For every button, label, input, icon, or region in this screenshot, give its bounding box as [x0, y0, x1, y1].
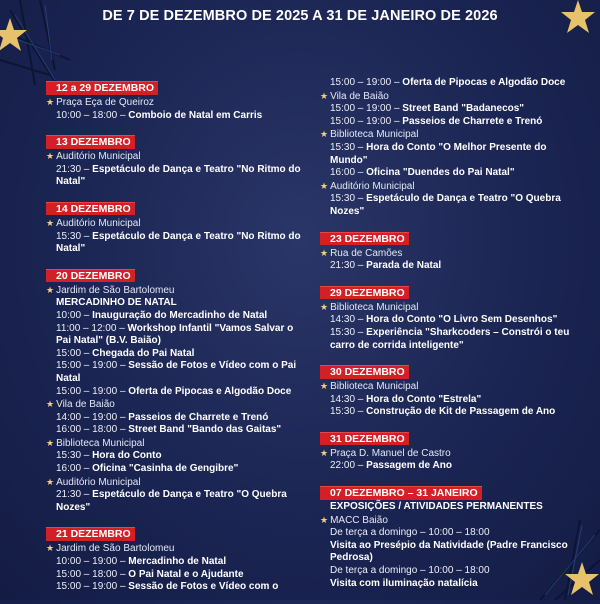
event-time: 16:00 – — [56, 463, 93, 475]
star-icon: ★ — [46, 437, 55, 448]
event-title: Experiência "Sharkcoders – Constrói o teu carro de corrida inteligente" — [330, 326, 570, 351]
event-item — [46, 110, 311, 123]
star-icon: ★ — [320, 447, 329, 458]
star-icon: ★ — [320, 180, 329, 191]
event-title: Workshop Infantil "Vamos Salvar o Pai Natal" (B.V. Baião) — [56, 322, 294, 347]
venue-label — [46, 476, 311, 490]
day-section — [320, 429, 585, 473]
event-title: Espetáculo de Dança e Teatro "O Quebra Nozes" — [330, 193, 561, 217]
event-item — [46, 231, 311, 256]
star-icon: ★ — [46, 97, 55, 107]
event-time: 15:30 – — [56, 230, 93, 242]
star-icon: ★ — [46, 151, 55, 162]
venue-name: Auditório Municipal — [56, 217, 141, 229]
venue-name: Vila de Baião — [56, 399, 115, 411]
event-item — [320, 193, 585, 218]
event-item — [320, 314, 585, 327]
venue-name: Rua de Camões — [330, 247, 403, 259]
star-icon: ★ — [320, 129, 329, 140]
event-time: 14:00 – 19:00 – — [56, 411, 129, 423]
day-section — [320, 283, 585, 352]
event-title: Street Band "Bando das Gaitas" — [128, 424, 282, 436]
venue-label — [320, 380, 585, 394]
event-title: Construção de Kit de Passagem de Ano — [366, 406, 556, 418]
date-tag: 31 DEZEMBRO — [320, 432, 409, 446]
venue-name: Praça D. Manuel de Castro — [330, 447, 451, 459]
event-item — [320, 394, 585, 407]
event-title: Espetáculo de Dança e Teatro "No Ritmo do Natal" — [56, 163, 301, 188]
schedule-right-column — [320, 77, 585, 600]
event-title: Oferta de Pipocas e Algodão Doce — [402, 77, 566, 88]
block-subtitle: EXPOSIÇÕES / ATIVIDADES PERMANENTES — [330, 501, 543, 513]
schedule-left-column — [46, 78, 311, 604]
date-tag: 20 DEZEMBRO — [46, 269, 135, 283]
event-title: Inauguração do Mercadinho de Natal — [92, 309, 268, 321]
venue-label — [320, 447, 585, 461]
event-time: 15:00 – 19:00 – — [330, 77, 403, 88]
event-item — [320, 116, 585, 129]
venue-label — [46, 398, 311, 412]
venue-label — [320, 247, 585, 261]
event-time: 15:00 – 19:00 – — [330, 103, 403, 115]
event-item — [320, 527, 585, 565]
venue-label — [320, 90, 585, 104]
event-item — [320, 460, 585, 473]
venue-label — [46, 542, 311, 556]
event-item — [46, 348, 311, 361]
venue-name: MACC Baião — [330, 514, 388, 526]
event-item — [46, 412, 311, 425]
event-item — [46, 310, 311, 323]
date-tag: 23 DEZEMBRO — [320, 232, 409, 246]
event-item — [320, 77, 585, 90]
event-title: Oferta de Pipocas e Algodão Doce — [128, 385, 292, 397]
event-time: De terça a domingo – 10:00 – 18:00 — [330, 565, 490, 577]
venue-label — [320, 180, 585, 194]
event-time: 21:30 – — [56, 163, 93, 175]
star-icon: ★ — [320, 247, 329, 258]
event-item — [320, 167, 585, 180]
event-time: 10:00 – — [56, 309, 93, 321]
event-title: Espetáculo de Dança e Teatro "No Ritmo do Natal" — [56, 230, 301, 255]
event-item — [46, 323, 311, 348]
event-time: 10:00 – 19:00 – — [56, 556, 129, 568]
event-time: 22:00 – — [330, 460, 367, 472]
venue-name: Biblioteca Municipal — [330, 301, 419, 313]
event-item — [320, 142, 585, 167]
venue-name: Praça Eça de Queiroz — [56, 97, 154, 108]
block-subtitle: MERCADINHO DE NATAL — [56, 297, 177, 309]
venue-label — [46, 217, 311, 231]
venue-name: Jardim de São Bartolomeu — [56, 543, 175, 555]
event-item — [46, 463, 311, 476]
event-item — [46, 360, 311, 385]
event-time: 21:30 – — [56, 489, 93, 501]
event-item — [46, 489, 311, 514]
event-title: Passagem de Ano — [366, 460, 452, 472]
day-section — [320, 362, 585, 419]
event-time: 15:00 – 19:00 – — [330, 115, 403, 127]
event-time: De terça a domingo – 10:00 – 18:00 — [330, 527, 490, 539]
event-time: 15:30 – — [330, 141, 367, 153]
event-title: Hora do Conto "Estrela" — [366, 393, 482, 405]
day-section — [320, 229, 585, 273]
event-title: Visita ao Presépio da Natividade (Padre Francisco Pedrosa) — [330, 539, 568, 564]
event-time: 10:00 – 18:00 – — [56, 109, 129, 121]
day-section — [46, 266, 311, 515]
venue-label — [320, 301, 585, 315]
venue-label — [46, 437, 311, 451]
event-time: 14:30 – — [330, 393, 367, 405]
event-time: 15:00 – 19:00 – — [56, 581, 129, 593]
venue-name: Auditório Municipal — [330, 180, 415, 192]
event-title: Hora do Conto — [92, 450, 162, 462]
event-title: Street Band "Badanecos" — [402, 103, 525, 115]
venue-name: Biblioteca Municipal — [56, 437, 145, 449]
event-time: 11:00 – 12:00 – — [56, 322, 128, 334]
event-title: Espetáculo de Dança e Teatro "O Quebra Nozes" — [56, 489, 287, 513]
event-time: 16:00 – 18:00 – — [56, 424, 129, 436]
event-title: Sessão de Fotos e Vídeo com o — [128, 581, 279, 593]
event-time: 15:30 – — [56, 450, 93, 462]
page-title: DE 7 DE DEZEMBRO DE 2025 A 31 DE JANEIRO DE 2026 — [102, 8, 498, 24]
date-tag: 07 DEZEMBRO – 31 JANEIRO — [320, 486, 482, 500]
star-icon: ★ — [46, 476, 55, 487]
event-item — [320, 103, 585, 116]
day-section — [46, 199, 311, 256]
date-tag: 14 DEZEMBRO — [46, 202, 135, 216]
day-section — [46, 132, 311, 189]
star-icon: ★ — [320, 90, 329, 101]
event-title: O Pai Natal e o Ajudante — [128, 568, 244, 580]
event-time: 15:30 – — [330, 326, 367, 338]
event-title: Passeios de Charrete e Trenó — [128, 411, 269, 423]
date-tag: 13 DEZEMBRO — [46, 135, 135, 149]
event-title: Hora do Conto "O Melhor Presente do Mundo" — [330, 141, 547, 166]
star-icon: ★ — [46, 399, 55, 410]
event-title: Chegada do Pai Natal — [92, 347, 195, 359]
event-time: 15:00 – — [56, 347, 93, 359]
event-time: 15:00 – 18:00 – — [56, 568, 129, 580]
star-icon: ★ — [46, 284, 55, 295]
venue-name: Biblioteca Municipal — [330, 129, 419, 141]
event-item — [46, 569, 311, 582]
event-title: Visita com iluminação natalícia — [330, 577, 478, 589]
star-icon: ★ — [46, 217, 55, 228]
event-time: 15:00 – 19:00 – — [56, 360, 129, 372]
venue-name: Auditório Municipal — [56, 476, 141, 488]
event-title: Mercadinho de Natal — [128, 556, 227, 568]
event-time: 15:30 – — [330, 406, 367, 418]
day-section — [320, 483, 585, 590]
event-title: Oficina "Casinha de Gengibre" — [92, 463, 239, 475]
event-time: 15:30 – — [330, 193, 367, 205]
event-time: 16:00 – — [330, 167, 367, 179]
date-tag: 29 DEZEMBRO — [320, 286, 409, 300]
event-item — [46, 424, 311, 437]
event-item — [320, 565, 585, 590]
venue-name: Vila de Baião — [330, 90, 389, 102]
event-title: Hora do Conto "O Livro Sem Desenhos" — [366, 314, 558, 326]
event-time: 14:30 – — [330, 314, 367, 326]
event-item — [320, 260, 585, 273]
date-tag: 12 a 29 DEZEMBRO — [46, 81, 158, 95]
event-item — [46, 556, 311, 569]
venue-name: Jardim de São Bartolomeu — [56, 284, 175, 296]
event-time: 21:30 – — [330, 260, 367, 272]
venue-label — [46, 284, 311, 298]
event-time: 15:00 – 19:00 – — [56, 385, 129, 397]
date-tag: 21 DEZEMBRO — [46, 527, 135, 541]
venue-name: Biblioteca Municipal — [330, 381, 419, 393]
event-title: Oficina "Duendes do Pai Natal" — [366, 167, 515, 179]
star-icon: ★ — [320, 514, 329, 525]
event-item — [320, 406, 585, 419]
event-item — [320, 327, 585, 352]
day-section — [46, 78, 311, 122]
date-tag: 30 DEZEMBRO — [320, 365, 409, 379]
star-icon: ★ — [320, 301, 329, 312]
event-item — [46, 386, 311, 399]
event-item — [46, 581, 311, 594]
event-item — [46, 450, 311, 463]
event-item — [46, 164, 311, 189]
venue-label — [46, 96, 311, 110]
venue-name: Auditório Municipal — [56, 151, 141, 163]
event-title: Sessão de Fotos e Vídeo com o Pai Natal — [56, 360, 297, 384]
venue-label — [320, 128, 585, 142]
day-section — [320, 77, 585, 219]
star-icon: ★ — [320, 381, 329, 392]
event-title: Parada de Natal — [366, 260, 442, 272]
star-icon — [540, 0, 600, 40]
day-section — [46, 524, 311, 593]
venue-label — [320, 514, 585, 528]
venue-label — [46, 150, 311, 164]
star-icon: ★ — [46, 543, 55, 554]
event-title: Passeios de Charrete e Trenó — [402, 115, 543, 127]
event-title: Comboio de Natal em Carris — [128, 109, 263, 121]
